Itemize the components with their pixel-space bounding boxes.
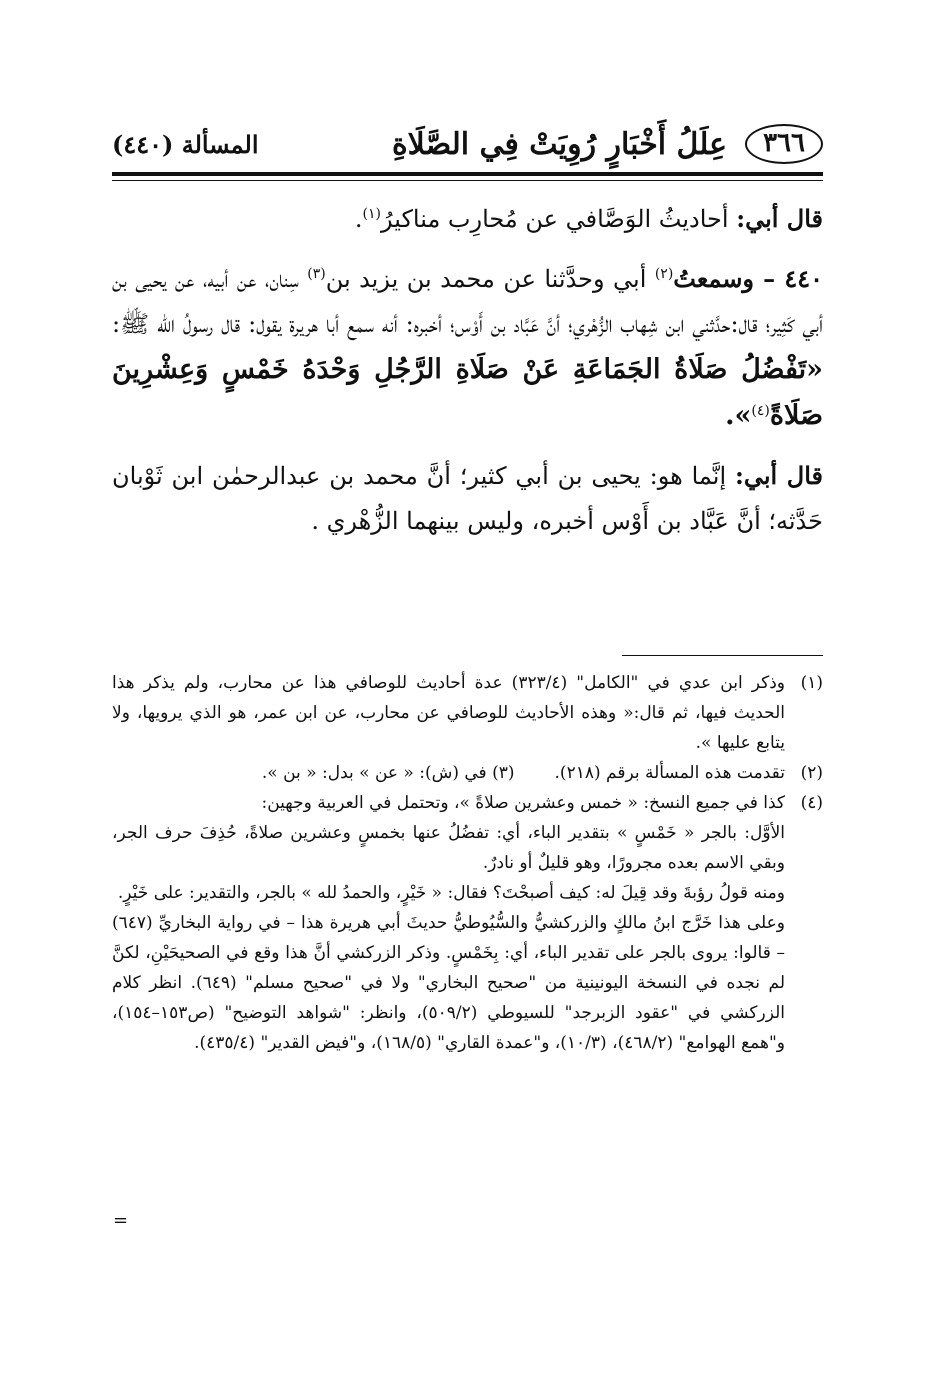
page-header <box>112 120 823 168</box>
footnote-1 <box>112 668 823 758</box>
p2-note-ref-b: (٣) <box>307 266 326 282</box>
page-number: ٣٦٦ <box>745 124 823 164</box>
footnote-number: (٢) <box>800 763 823 783</box>
p1-speaker: قال أبي: <box>736 204 823 233</box>
hadith-text: «تَفْضُلُ صَلَاةُ الجَمَاعَةِ عَنْ صَلَاةِ الرَّجُلِ وَحْدَهُ خَمْسٍ وَعِشْرِينَ صَلَاةً <box>112 354 823 431</box>
footnote-3 <box>262 758 515 788</box>
footnote-2-3 <box>112 758 823 788</box>
footnote-4-line-1: الأوَّل: بالجر « خَمْسٍ » بتقدير الباء، أي: تفضُلُ عنها بخمسٍ وعشرين صلاةً، حُذِفَ حرف الجر، وبقي الاسم بعده مجرورًا، وهو قليلٌ أو نادرٌ. <box>112 823 785 873</box>
book-title: عِلَلُ أَخْبَارٍ رُوِيَتْ فِي الصَّلَاةِ <box>391 126 728 162</box>
footnote-text: كذا في جميع النسخ: « خمس وعشرين صلاةً »، وتحتمل في العربية وجهين: <box>261 793 785 813</box>
issue-label: المسألة (٤٤٠) <box>112 129 259 159</box>
p1-note-ref: (١) <box>362 206 381 222</box>
p3-speaker: قال أبي: <box>734 461 823 490</box>
footnote-text: تقدمت هذه المسألة برقم (٢١٨). <box>554 763 785 783</box>
paragraph-2 <box>112 256 823 439</box>
footnote-number: (٤) <box>800 793 823 813</box>
p2-note-ref-a: (٢) <box>654 266 674 282</box>
p1-text: أحاديثُ الوَصَّافي عن مُحارِب مناكيرُ <box>380 205 729 233</box>
paragraph-1: قال أبي: أحاديثُ الوَصَّافي عن مُحارِب مناكيرُ$^{(١)}$. <box>354 204 823 233</box>
main-text <box>112 196 823 558</box>
p2-text-a: أبي وحدَّثنا عن محمد بن يزيد بن <box>325 265 647 293</box>
header-right <box>392 124 823 164</box>
footnote-4-line-3: وعلى هذا خَرَّج ابنُ مالكٍ والزركشيُّ والسُّيُوطيُّ حديثَ أبي هريرة هذا – في رواية البخاريِّ (٦٤٧) – قالوا: يروى بالجر على تقدير الباء، أي: بِخَمْسٍ. وذكر الزركشي أنَّ هذا وقع في الصحيحَيْنِ، لكنَّ لم نجده في النسخة اليونينية من "صحيح البخاري" ولا في "صحيح مسلم" (٦٤٩). انظر كلام الزركشي في "عقود الزبرجد" للسيوطي (٥٠٩/٢)، وانظر: "شواهد التوضيح" (ص١٥٣–١٥٤)، و"همع الهوامع" (٤٦٨/٢)، (١٠/٣)، و"عمدة القاري" (١٦٨/٥)، و"فيض القدير" (٤٣٥/٤). <box>112 913 786 1053</box>
continuation-mark: = <box>113 1210 129 1231</box>
footnote-number: (٣) <box>492 763 515 783</box>
footnote-4-line-2: ومنه قولُ رؤبةَ وقد قِيلَ له: كيف أصبحْتَ؟ فقال: « خَيْرٍ، والحمدُ لله » بالجر، والتقدير: على خَيْرٍ. <box>117 883 785 903</box>
p3-text: إنَّما هو: يحيى بن أبي كثير؛ أنَّ محمد بن عبدالرحمٰن ابن ثَوْبان حَدَّثه؛ أنَّ عَبَّاد بن أَوْس أخبره، وليس بينهما الزُّهْري . <box>112 462 823 535</box>
footnote-pair <box>112 758 785 788</box>
footnote-separator <box>622 655 823 656</box>
header-rule-thick <box>112 172 823 176</box>
footnote-text: في (ش): « عن » بدل: « بن ». <box>261 763 487 783</box>
paragraph-3 <box>112 453 823 544</box>
footnotes <box>112 668 823 1058</box>
footnote-4 <box>112 788 823 1058</box>
footnote-4-body <box>112 788 785 1058</box>
footnote-number: (١) <box>800 673 823 693</box>
p2-text-b: سِنان، عن أبيه، عن يحيى بن أبي كَثِير؛ قال:حدَّثني ابن شِهاب الزُّهْري؛ أنَّ عَبَّاد بن أَوْس؛ أخبره: أنه سمع أبا هريرة يقول: قال رسولُ الله ﷺ: <box>112 265 823 338</box>
p2-note-ref-c: (٤) <box>751 403 770 419</box>
footnote-text: وذكر ابن عدي في "الكامل" (٣٢٣/٤) عدة أحاديث للوصافي هذا عن محارب، ولم يذكر هذا الحديث فيها، ثم قال:« وهذه الأحاديث للوصافي عن محارب، عن ابن عمر، هو الذي يرويها، ولا يتابع عليها ». <box>112 673 786 753</box>
issue-number: ٤٤٠ – وسمعتُ <box>673 264 823 293</box>
hadith-end: ». <box>725 400 752 431</box>
header-rule-thin <box>112 180 823 181</box>
